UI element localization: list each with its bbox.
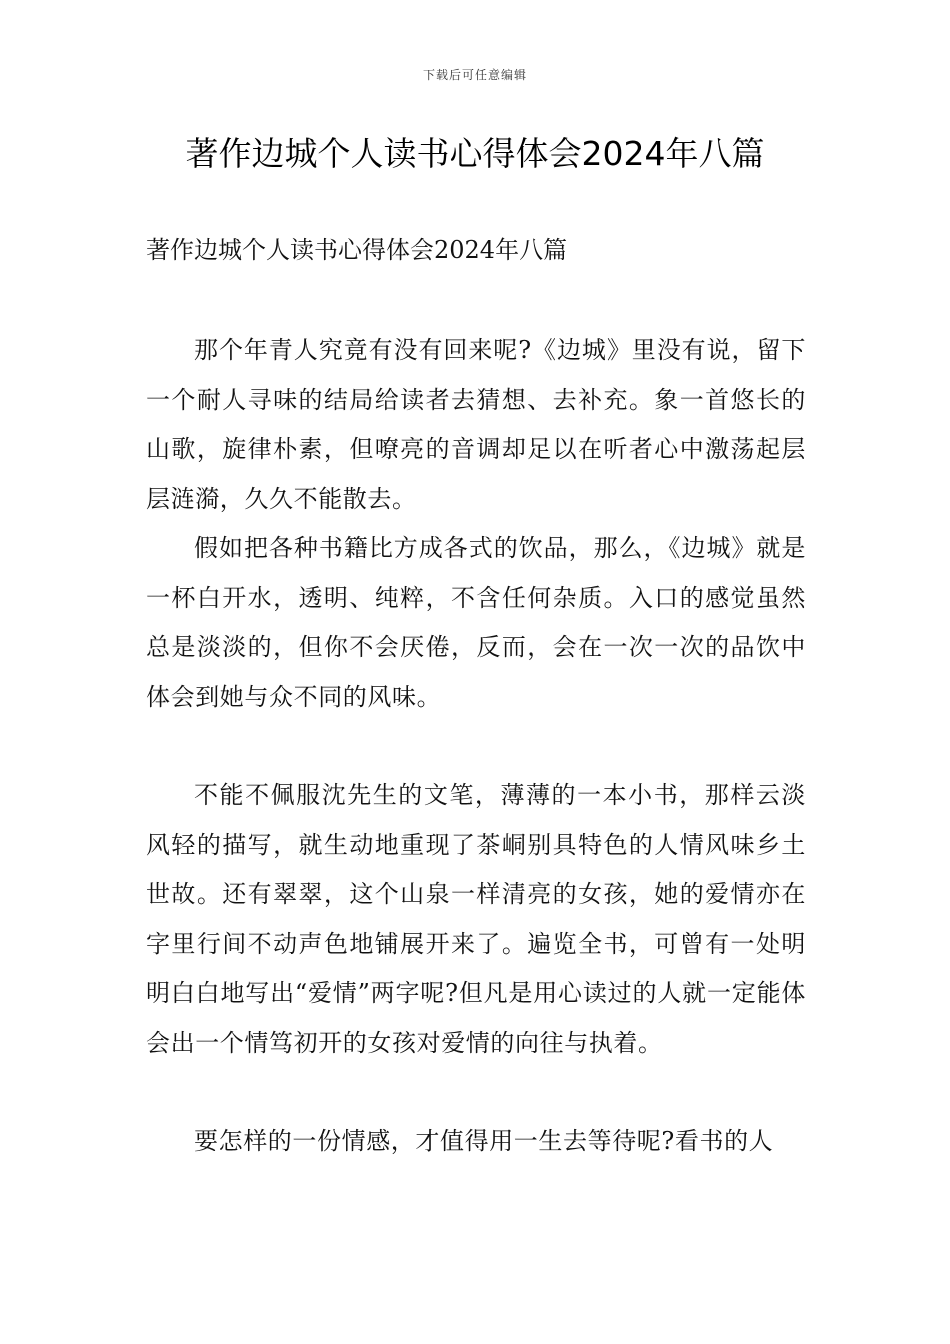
document-title: 著作边城个人读书心得体会2024年八篇 bbox=[185, 134, 765, 173]
document-body bbox=[146, 326, 806, 1167]
paragraph-spacer bbox=[146, 1068, 806, 1117]
paragraph-spacer bbox=[146, 722, 806, 771]
paragraph-4: 要怎样的一份情感，才值得用一生去等待呢?看书的人 bbox=[194, 1127, 774, 1155]
paragraph-2: 假如把各种书籍比方成各式的饮品，那么，《边城》就是一杯白开水，透明、纯粹，不含任何杂质。入口的感觉虽然总是淡淡的，但你不会厌倦，反而，会在一次一次的品饮中体会到她与众不同的风味。 bbox=[146, 534, 806, 711]
paragraph-1: 那个年青人究竟有没有回来呢?《边城》里没有说，留下一个耐人寻味的结局给读者去猜想、去补充。象一首悠长的山歌，旋律朴素，但嘹亮的音调却足以在听者心中激荡起层层涟漪，久久不能散去。 bbox=[146, 336, 806, 513]
paragraph-3: 不能不佩服沈先生的文笔，薄薄的一本小书，那样云淡风轻的描写，就生动地重现了茶峒别具特色的人情风味乡土世故。还有翠翠，这个山泉一样清亮的女孩，她的爱情亦在字里行间不动声色地铺展开来了。遍览全书，可曾有一处明明白白地写出“爱情”两字呢?但凡是用心读过的人就一定能体会出一个情笃初开的女孩对爱情的向往与执着。 bbox=[146, 781, 806, 1057]
download-note: 下载后可任意编辑 bbox=[422, 68, 527, 82]
document-subtitle: 著作边城个人读书心得体会2024年八篇 bbox=[146, 236, 568, 264]
